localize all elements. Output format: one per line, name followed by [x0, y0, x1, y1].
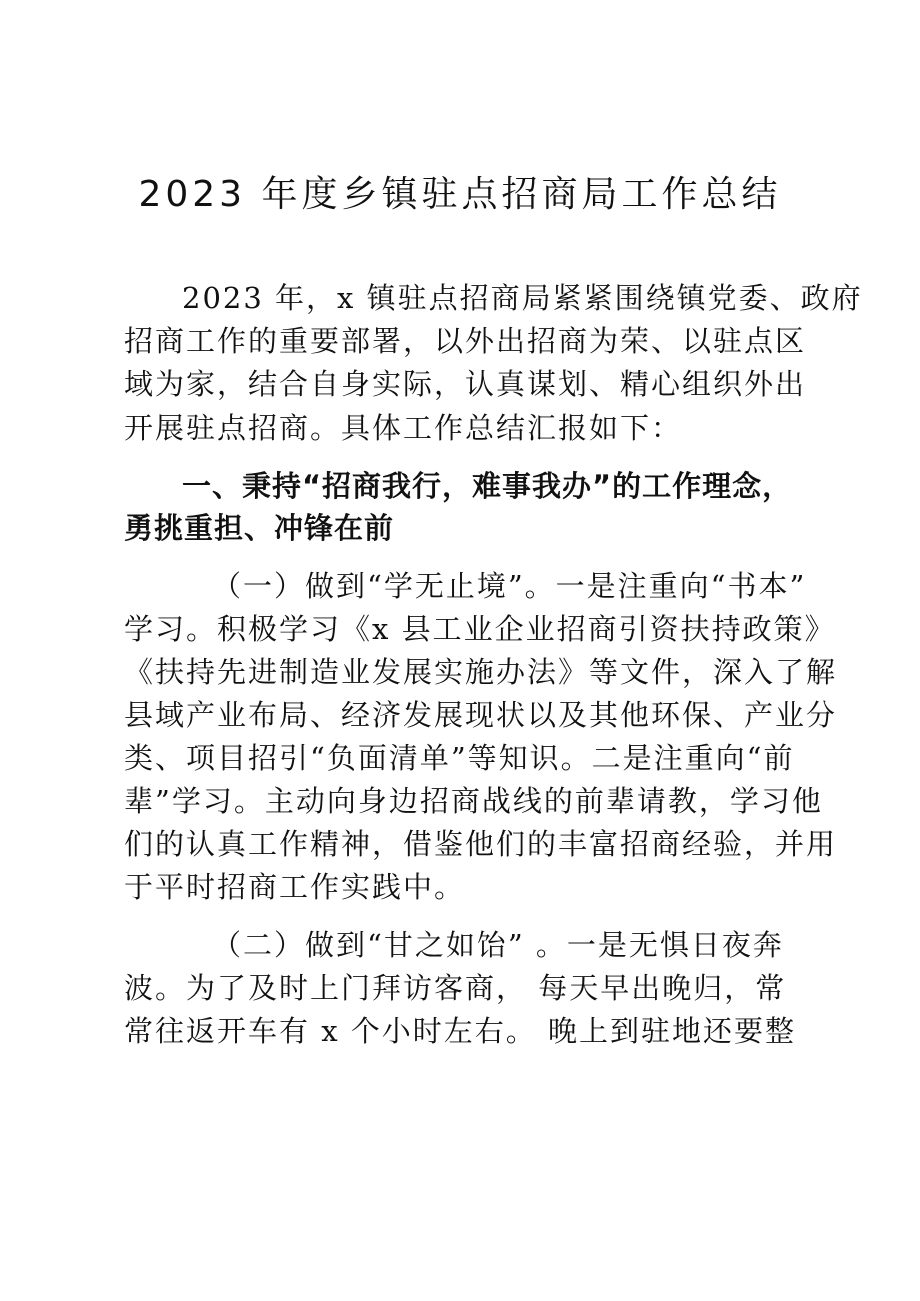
paragraph-line: 类、项目招引“负面清单”等知识。二是注重向“前: [124, 741, 795, 775]
paragraph-line: （二）做到“甘之如饴” 。一是无惧日夜奔: [212, 928, 784, 962]
page-title: 2023 年度乡镇驻点招商局工作总结: [138, 174, 782, 215]
section-heading: 一、秉持“招商我行，难事我办”的工作理念，: [182, 469, 793, 503]
intro-line: 2023 年，x 镇驻点招商局紧紧围绕镇党委、政府: [182, 281, 863, 315]
paragraph-line: 常往返开车有 x 个小时左右。 晚上到驻地还要整: [124, 1014, 797, 1048]
intro-line: 域为家，结合自身实际，认真谋划、精心组织外出: [124, 367, 807, 401]
intro-line: 开展驻点招商。具体工作总结汇报如下：: [124, 411, 683, 445]
paragraph-line: 于平时招商工作实践中。: [124, 870, 466, 904]
section-heading: 勇挑重担、冲锋在前: [124, 511, 395, 545]
paragraph-line: （一）做到“学无止境”。一是注重向“书本”: [212, 569, 807, 603]
paragraph-line: 《扶持先进制造业发展实施办法》等文件，深入了解: [124, 655, 838, 689]
paragraph-line: 辈”学习。主动向身边招商战线的前辈请教，学习他: [124, 784, 823, 818]
paragraph-line: 们的认真工作精神，借鉴他们的丰富招商经验，并用: [124, 827, 838, 861]
paragraph-line: 波。为了及时上门拜访客商， 每天早出晚归，常: [124, 971, 787, 1005]
paragraph-line: 县域产业布局、经济发展现状以及其他环保、产业分: [124, 698, 838, 732]
intro-line: 招商工作的重要部署，以外出招商为荣、以驻点区: [124, 324, 807, 358]
paragraph-line: 学习。积极学习《x 县工业企业招商引资扶持政策》: [124, 612, 836, 646]
